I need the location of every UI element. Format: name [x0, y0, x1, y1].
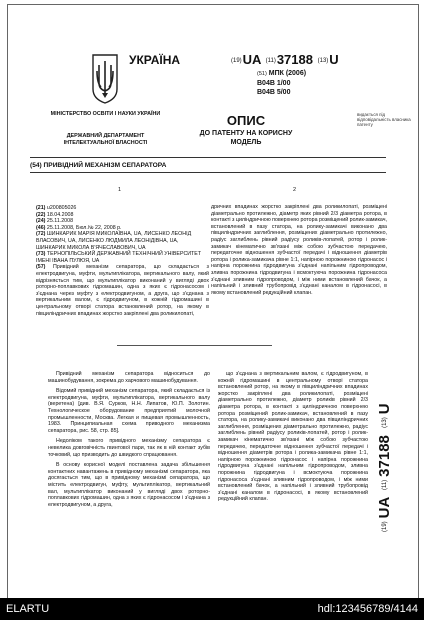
viewer-footer [0, 598, 424, 620]
handle-id: hdl:123456789/4144 [317, 603, 418, 615]
document-subtitle: ДО ПАТЕНТУ НА КОРИСНУ МОДЕЛЬ [199, 130, 293, 146]
description-column-right [218, 371, 368, 507]
side-note: видається під відповідальність власника патенту [357, 112, 411, 128]
document-type: ОПИС [226, 113, 266, 128]
claim-continuation: дричних впадинах жорстко закріплені два роликилопаті, розміщені діаметрально протилежно, діаметр яких рівний 2/3 діаметра ротора, в контакті з циліндричною поверхнею ротора розміщений ролик-замикач, встановлений в пазу статора, на ролику-замикачі виконано два півциліндричних заглиблення, розміщених діаметрально протилежно, радіус заглиблень рівний радіусу роликів-лопатей, ротор і ролик-замикач кінематично зв'язані між собою зубчастою передачею, передаточне відношення зубчастої передачі і відношення діаметрів ротора і ролика-замикача рівне 1:1, напірною порожниною гідронасос і напірна порожнина гідродвигуна з'єднані напільним гідропроводом, зливна порожнина гідродвигуна і всмоктуюча порожнина гідронасоса з'єднані зливним гідропроводом, і між ними встановлений бачок, а напільний і зливний трубопровід з'єднані каналом в гідронасосі, в якому встановлений редукційний клапан. [211, 204, 387, 296]
paragraph: Привідний механізм сепаратора відноситься до машинобудування, зокрема до харчового машинобудування. [48, 371, 210, 384]
trident-emblem-icon [91, 53, 119, 105]
meta-row: (57) Привідний механізм сепаратора, що складається з електродвигуна, муфти, мультиплікатора, вертикального валу, який відрізняється тим, що мультиплікатор виконаний у вигляді двох роторно-поплавкових гідромашин, одна з яких є гідронасосом і з'єднана через муфту з електродвигуном, а друга, що з'єднана з вертикальним валом, є гідродвигуном, в кожній гідромашині в центральному отворі статора встановлений ротор, на якому в півциліндричних впадинах жорстко закріплені два роликилопаті, [36, 264, 209, 317]
ipc-label: МПК (2006) [268, 70, 307, 77]
country-code: UA [242, 52, 261, 67]
paragraph: що з'єднана з вертикальним валом, є гідродвигуном, в кожній гідромашині в центральному отворі статора встановлений ротор, на якому в півциліндричних впадинах жорстко закріплені два роликилопаті, розміщені діаметрально протилежно, діаметр роликів рівний 2/3 діаметра ротора, в контакті з циліндричною поверхнею ротора розміщений ролик-замикач, встановлений в пазу статора, на ролику-замикачі виконано два півциліндричних заглиблення, розміщених діаметрально протилежно, радіус заглиблень рівний радіусу роликів-лопатей, ротор і ролик-замикач кінематично зв'язані між собою зубчастою передачею, передаточне відношення зубчастої передачі і відношення діаметрів ротора і ролика-замикача рівне 1:1, напірною порожниною гідронасос і напірна порожнина гідродвигуна з'єднані напільним гідропроводом, зливна порожнина гідродвигуна і всмоктуюча порожнина гідронасоса з'єднані зливним гідропроводом, і між ними встановлений бачок, а напільний і зливний трубопровід з'єднані каналом в гідронасосі, в якому встановлений редукційний клапан. [218, 371, 368, 503]
field-11: (11) [265, 57, 276, 64]
field-13: (13) [317, 57, 329, 64]
publication-number [230, 52, 339, 67]
paragraph: Недоліком такого привідного механізму сепаратора є невелика довговічність гвинтової пари, так як в ній контакт зубів точковий, що призводить до швидкого спрацювання. [48, 438, 210, 458]
ipc-field: (51) [257, 71, 267, 77]
country-name: УКРАЇНА [129, 53, 181, 67]
divider [30, 172, 386, 173]
invention-title: (54) ПРИВІДНИЙ МЕХАНІЗМ СЕПАРАТОРА [30, 162, 167, 169]
meta-row: (72) ШИНКАРИК МАРІЯ МИКОЛАЇВНА, UA, ЛИСЕНКО ЛЕОНІД ВЛАСОВИЧ, UA, ЛИСЕНКО ЛЮДМИЛА ЛЕОНІДІВНА, UA, ШИНКАРИК МИКОЛА В'ЯЧЕСЛАВОВИЧ, UA [36, 231, 192, 251]
meta-row: (21) u200805026 [36, 205, 77, 211]
divider [117, 345, 272, 346]
ipc-code: B04B 1/00 [257, 80, 291, 87]
patent-page [7, 4, 419, 600]
patent-number: 37188 [276, 52, 313, 67]
meta-row: (22) 18.04.2008 [36, 211, 74, 218]
paragraph: В основу корисної моделі поставлена задача збільшення контактних навантажень в привідному механізмі сепаратора, яка досягається тим, що в привідному механізмі сепаратора, що містить електродвигун, муфту, мультиплікатор, вертикальний вал, мультиплікатор виконаний у вигляді двох роторно-поплавкових гідромашин, одна з яких є гідронасосом і з'єднана з електродвигуном, а друга, [48, 462, 210, 508]
field-19: (19) [231, 57, 242, 64]
column-number: 1 [118, 187, 122, 193]
ipc-code: B04B 5/00 [257, 89, 291, 96]
ipc-classification [257, 69, 306, 97]
vertical-publication-number: (19)UA (11)37188 (13)U [376, 403, 393, 532]
divider [30, 157, 386, 158]
column-number: 2 [293, 187, 297, 193]
meta-row: (73) ТЕРНОПІЛЬСЬКИЙ ДЕРЖАВНИЙ ТЕХНІЧНИЙ УНІВЕРСИТЕТ ІМЕНІ ІВАНА ПУЛЮЯ, UA [36, 251, 202, 264]
bibliographic-data [36, 205, 209, 317]
meta-row: (24) 25.11.2008 [36, 218, 74, 225]
kind-code: U [329, 52, 339, 67]
paragraph: Відомий привідний механізм сепаратора, який складається із електродвигуна, муфти, мультиплікатора, вертикального валу (веретена) [див. В.Я. Сурков, Н.Н. Липатов, Ю.П. Золотин. Технологическое оборудование предприятий молочной промышленности, Москва. Легкая и пищевая промышленность, 1983. Принципиальная схема приводного механизма сепаратора, рис. 58, стр. 85]. [48, 388, 210, 434]
meta-row: (46) 25.11.2008, Бюл.№ 22, 2008 р. [36, 224, 122, 231]
description-column-left [48, 371, 210, 512]
repository-name: ELARTU [6, 603, 50, 615]
department-name: ДЕРЖАВНИЙ ДЕПАРТАМЕНТ ІНТЕЛЕКТУАЛЬНОЇ ВЛАСНОСТІ [63, 133, 148, 146]
ministry-name: МІНІСТЕРСТВО ОСВІТИ І НАУКИ УКРАЇНИ [50, 111, 161, 117]
